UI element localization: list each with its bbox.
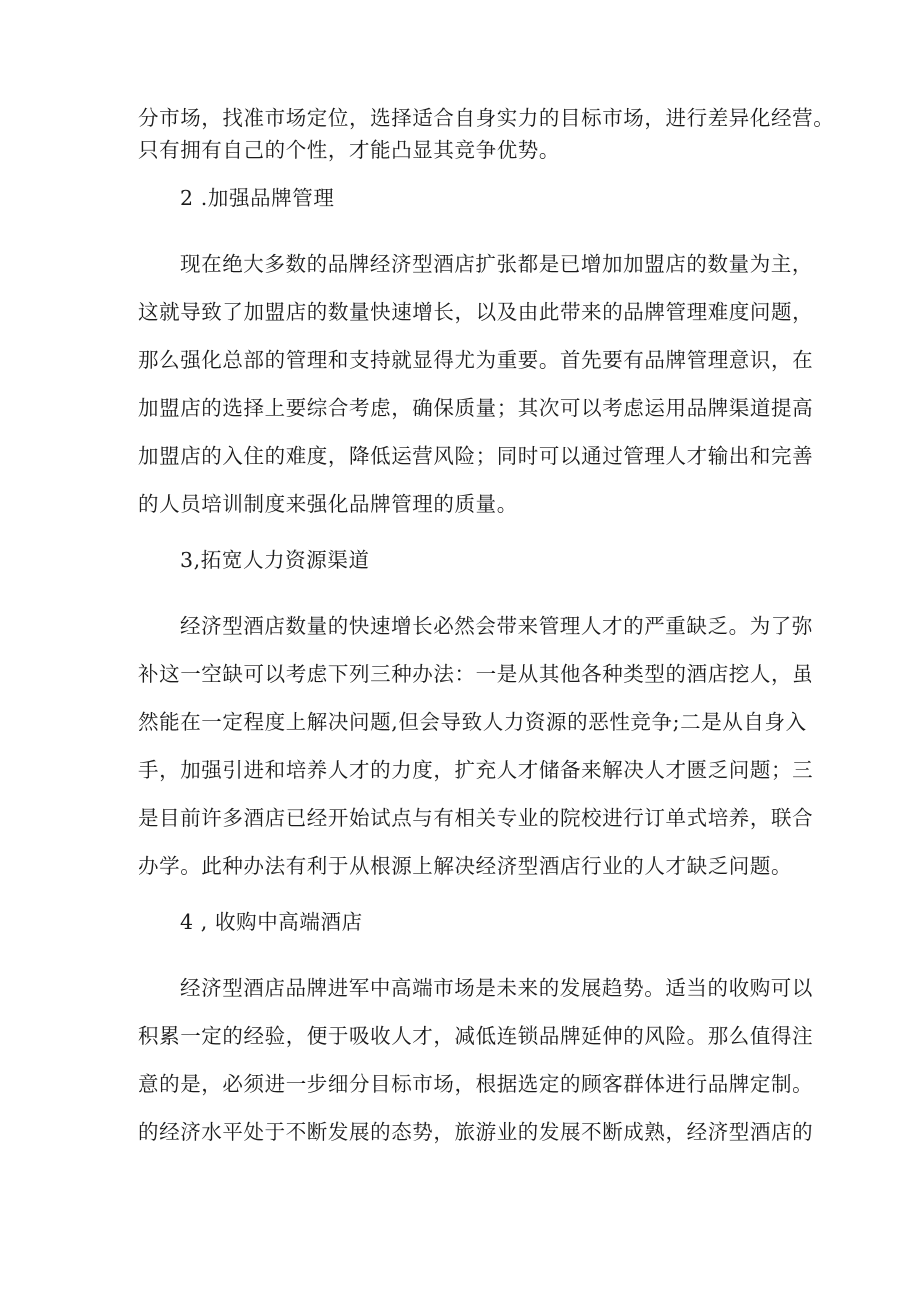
paragraph-line: 现在绝大多数的品牌经济型酒店扩张都是已增加加盟店的数量为主，	[180, 252, 813, 276]
paragraph-line: 的人员培训制度来强化品牌管理的质量。	[138, 492, 518, 516]
paragraph-line: 加盟店的入住的难度，降低运营风险；同时可以通过管理人才输出和完善	[138, 444, 814, 468]
paragraph-line: 这就导致了加盟店的数量快速增长，以及由此带来的品牌管理难度问题，	[138, 300, 814, 324]
section-heading-4: 4 , 收购中高端酒店	[180, 910, 363, 934]
paragraph-line: 的经济水平处于不断发展的态势，旅游业的发展不断成熟，经济型酒店的	[138, 1120, 814, 1144]
paragraph-line: 加盟店的选择上要综合考虑，确保质量；其次可以考虑运用品牌渠道提高	[138, 396, 814, 420]
paragraph-line: 经济型酒店品牌进军中高端市场是未来的发展趋势。适当的收购可以	[180, 976, 813, 1000]
paragraph-line: 积累一定的经验，便于吸收人才，减低连锁品牌延伸的风险。那么值得注	[138, 1024, 814, 1048]
paragraph-line: 补这一空缺可以考虑下列三种办法：一是从其他各种类型的酒店挖人，虽	[138, 662, 814, 686]
paragraph-line: 那么强化总部的管理和支持就显得尤为重要。首先要有品牌管理意识，在	[138, 348, 814, 372]
paragraph-line: 经济型酒店数量的快速增长必然会带来管理人才的严重缺乏。为了弥	[180, 614, 813, 638]
section-heading-3: 3,拓宽人力资源渠道	[180, 548, 370, 572]
section-heading-2: 2 .加强品牌管理	[180, 186, 335, 210]
paragraph-line: 意的是，必须进一步细分目标市场，根据选定的顾客群体进行品牌定制。	[138, 1072, 814, 1096]
paragraph-line: 分市场，找准市场定位，选择适合自身实力的目标市场，进行差异化经营。	[138, 106, 835, 130]
paragraph-line: 然能在一定程度上解决问题,但会导致人力资源的恶性竞争;二是从自身入	[138, 710, 807, 734]
paragraph-line: 办学。此种办法有利于从根源上解决经济型酒店行业的人才缺乏问题。	[138, 854, 793, 878]
paragraph-line: 手，加强引进和培养人才的力度，扩充人才储备来解决人才匮乏问题；三	[138, 758, 814, 782]
paragraph-line: 只有拥有自己的个性，才能凸显其竞争优势。	[138, 138, 560, 162]
paragraph-line: 是目前许多酒店已经开始试点与有相关专业的院校进行订单式培养，联合	[138, 806, 814, 830]
